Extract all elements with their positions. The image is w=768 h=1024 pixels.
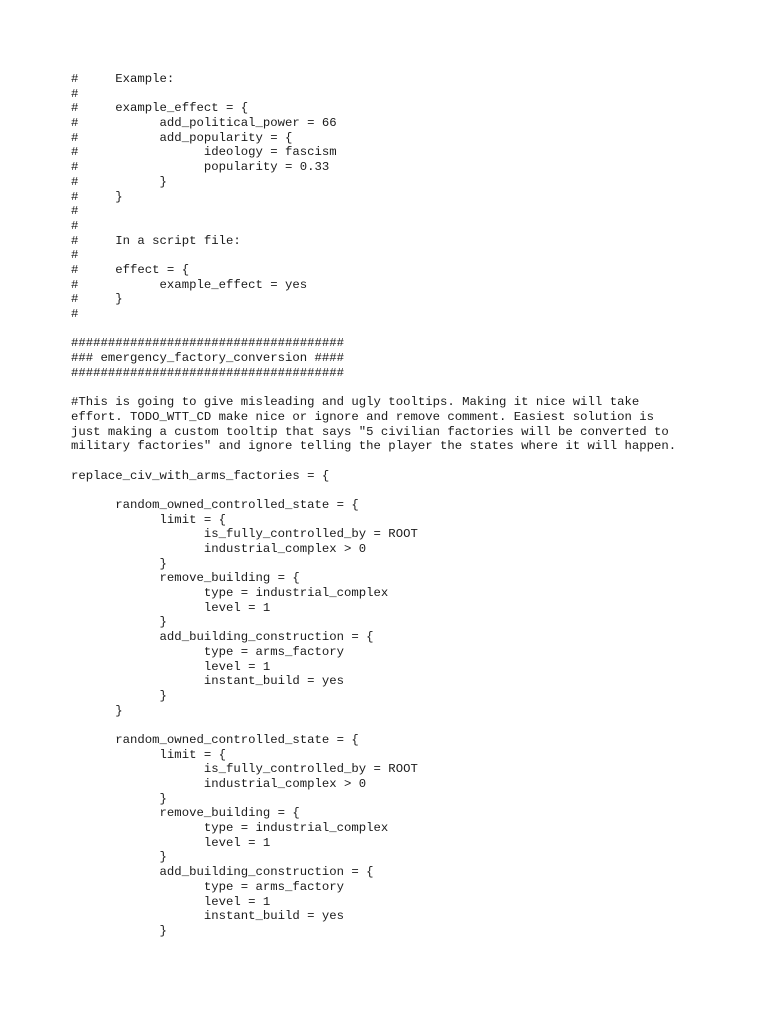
code-line: [71, 380, 751, 395]
code-line: # In a script file:: [71, 233, 241, 248]
code-line: # example_effect = {: [71, 101, 249, 116]
code-line: # Example:: [71, 72, 175, 86]
code-line: #####################################: [71, 365, 345, 380]
code-line: }: [71, 703, 123, 718]
code-line: [71, 322, 751, 337]
code-line: #: [71, 307, 79, 321]
code-line: # }: [71, 292, 123, 307]
code-line: instant_build = yes: [71, 674, 345, 689]
code-line: level = 1: [71, 659, 271, 674]
code-line: random_owned_controlled_state = {: [71, 732, 359, 747]
code-line: # popularity = 0.33: [71, 160, 330, 175]
document-page: [71, 72, 751, 939]
code-line: #: [71, 204, 79, 219]
code-line: just making a custom tooltip that says "5 civilian factories will be converted to: [71, 424, 669, 439]
code-line: # effect = {: [71, 262, 190, 277]
code-line: is_fully_controlled_by = ROOT: [71, 527, 418, 542]
code-line: type = industrial_complex: [71, 821, 389, 836]
code-line: # }: [71, 189, 123, 204]
code-line: is_fully_controlled_by = ROOT: [71, 762, 418, 777]
code-line: # ideology = fascism: [71, 145, 337, 160]
code-line: # add_political_power = 66: [71, 116, 337, 131]
code-line: remove_building = {: [71, 571, 300, 586]
code-line: add_building_construction = {: [71, 630, 374, 645]
code-line: [71, 454, 751, 469]
code-line: level = 1: [71, 600, 271, 615]
code-line: random_owned_controlled_state = {: [71, 497, 359, 512]
code-line: industrial_complex > 0: [71, 542, 367, 556]
code-line: }: [71, 688, 167, 703]
code-line: #####################################: [71, 336, 345, 351]
code-line: limit = {: [71, 747, 226, 762]
code-line: }: [71, 556, 167, 571]
code-line: effort. TODO_WTT_CD make nice or ignore and remove comment. Easiest solution is: [71, 409, 654, 424]
code-line: #: [71, 248, 79, 263]
code-line: level = 1: [71, 894, 271, 909]
code-line: remove_building = {: [71, 806, 300, 821]
code-line: replace_civ_with_arms_factories = {: [71, 468, 330, 483]
code-line: }: [71, 850, 167, 865]
code-line: ### emergency_factory_conversion ####: [71, 351, 345, 366]
code-line: #: [71, 218, 79, 233]
code-line: }: [71, 791, 167, 806]
code-line: limit = {: [71, 512, 226, 527]
code-line: [71, 483, 751, 498]
code-line: level = 1: [71, 835, 271, 850]
code-line: add_building_construction = {: [71, 865, 374, 880]
code-line: type = arms_factory: [71, 879, 345, 894]
code-line: type = industrial_complex: [71, 586, 389, 601]
code-line: military factories" and ignore telling the player the states where it will happen.: [71, 439, 677, 454]
code-line: }: [71, 615, 167, 630]
code-line: #: [71, 86, 79, 101]
code-line: industrial_complex > 0: [71, 777, 367, 791]
code-line: [71, 718, 751, 733]
code-line: }: [71, 923, 167, 938]
code-line: # }: [71, 174, 167, 189]
code-line: type = arms_factory: [71, 644, 345, 659]
code-line: #This is going to give misleading and ugly tooltips. Making it nice will take: [71, 395, 640, 410]
code-line: # example_effect = yes: [71, 277, 308, 292]
code-line: instant_build = yes: [71, 909, 345, 924]
code-line: # add_popularity = {: [71, 130, 293, 145]
